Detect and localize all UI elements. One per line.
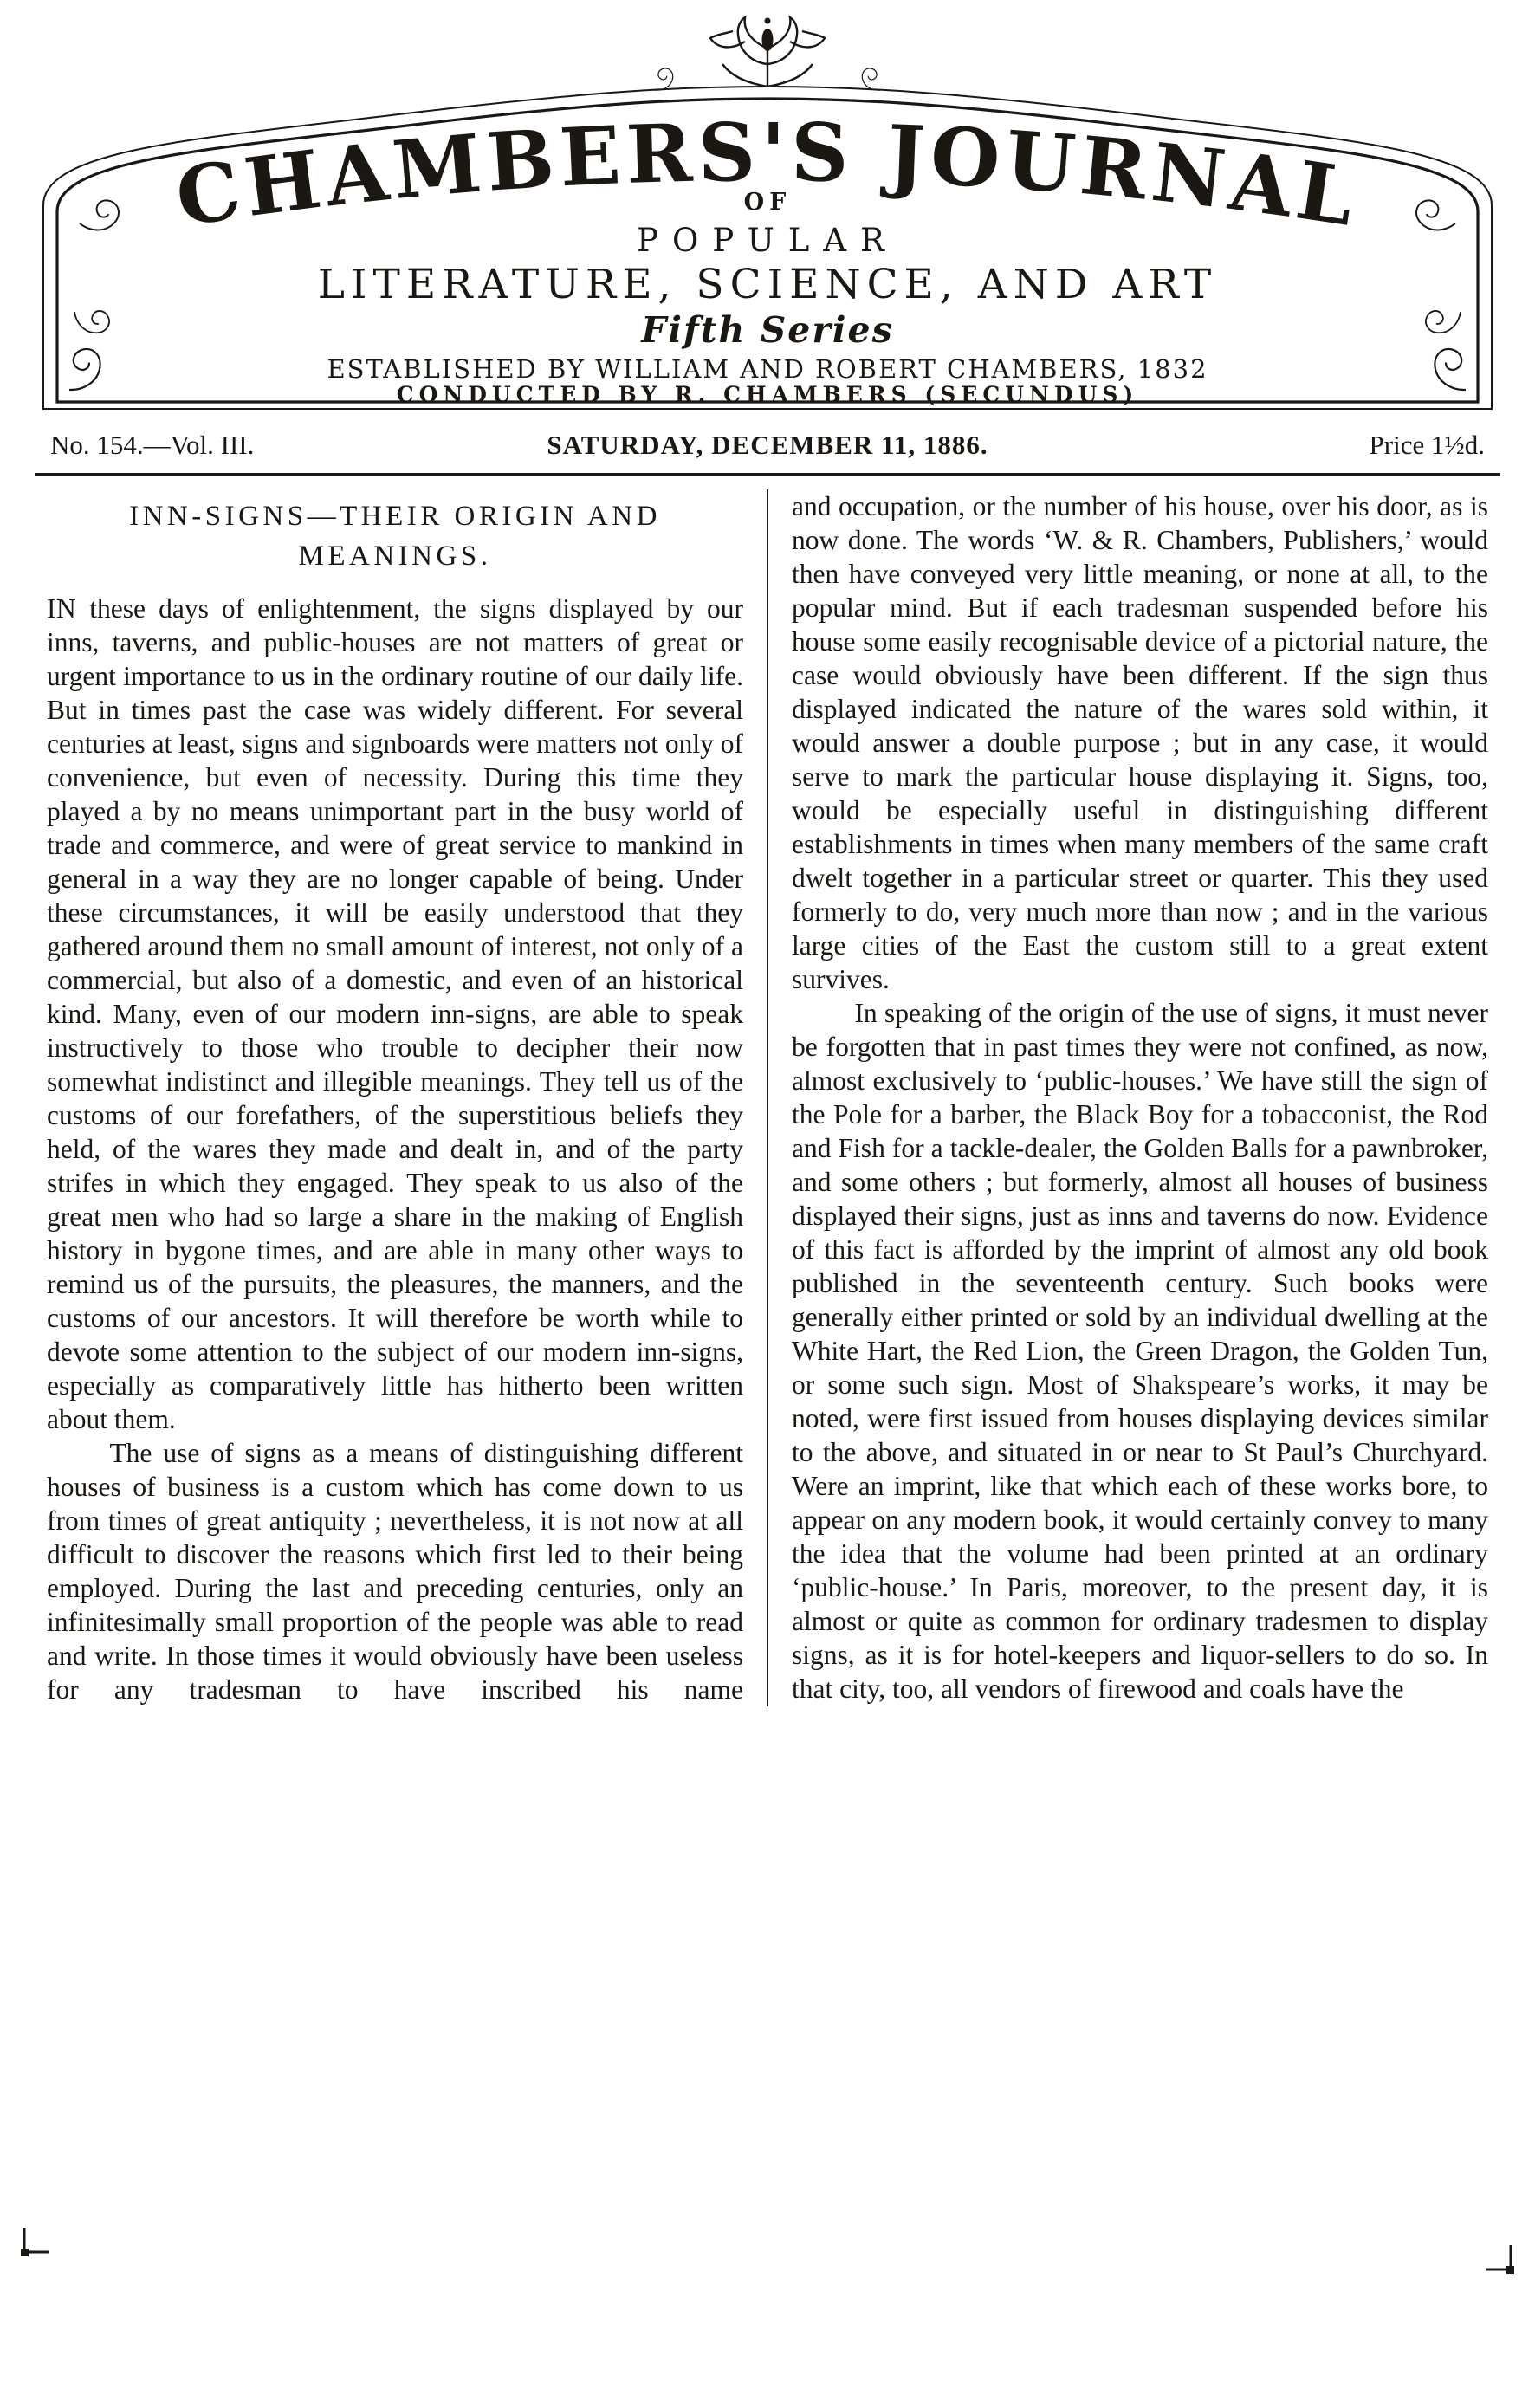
article-paragraph: and occupation, or the number of his house, over his door, as is now done. The words ‘W. & R. Chambers, Publishers,’ would then have conveyed very little meaning, or none at all, to the popular mind. But if each tradesman suspended before his house some easily recognisable device of a pictorial nature, the case would obviously have been different. If the sign thus displayed indicated the nature of the wares sold within, it would answer a double purpose ; but in any case, it would serve to mark the particular house displaying it. Signs, too, would be especially useful in distinguishing different establishments in times when many members of the same craft dwelt together in a particular street or quarter. This they used formerly to do, very much more than now ; and in the various large cities of the East the custom still to a great extent survives. — [792, 491, 1488, 994]
article-title-line: INN-SIGNS—THEIR ORIGIN AND — [129, 501, 661, 532]
masthead-popular: POPULAR — [637, 222, 898, 259]
printer-mark-right — [1485, 2245, 1514, 2275]
floral-finial-icon — [710, 17, 825, 87]
left-column — [47, 489, 767, 1706]
printer-mark-left — [21, 2228, 50, 2257]
masthead-conducted: CONDUCTED BY R. CHAMBERS (SECUNDUS) — [396, 382, 1139, 407]
masthead-of: OF — [743, 189, 792, 216]
issue-price: Price 1½d. — [1369, 430, 1485, 460]
paragraph-text: these days of enlightenment, the signs displayed by our inns, taverns, and public-houses are not matters of great or urgent importance to us in the ordinary routine of our daily life. But in times past the case was widely different. For several centuries at least, signs and signboards were matters not only of convenience, but even of necessity. During this time they played a by no means unimportant part in the busy world of trade and commerce, and were of great service to mankind in general in a way they are no longer capable of being. Under these circumstances, it will be easily understood that they gathered around them no small amount of interest, not only of a commercial, but also of a domestic, and even of an historical kind. Many, even of our modern inn-signs, are able to speak instructively to those who trouble to decipher their now somewhat indistinct and illegible meanings. They tell us of the customs of our forefathers, of the superstitious beliefs they held, of the wares they made and dealt in, and of the party strifes in which they engaged. They speak to us also of the great men who had so large a share in the making of English history in bygone times, and are able in many other ways to remind us of the pursuits, the pleasures, the manners, and the customs of our ancestors. It will therefore be worth while to devote some attention to the subject of our modern inn-signs, especially as comparatively little has hitherto been written about them. — [47, 593, 743, 1434]
crop-mark-icon — [21, 2228, 50, 2257]
article-columns — [47, 489, 1488, 1706]
crop-mark-icon — [1485, 2245, 1514, 2275]
masthead-subjects: LITERATURE, SCIENCE, AND ART — [317, 261, 1218, 308]
article-title-line: MEANINGS. — [298, 541, 492, 572]
article-paragraph: In speaking of the origin of the use of signs, it must never be forgotten that in past times they were not confined, as now, almost exclusively to ‘public-houses.’ We have still the sign of the Pole for a barber, the Black Boy for a tobacconist, the Rod and Fish for a tackle-dealer, the Golden Balls for a pawnbroker, and some others ; but formerly, almost all houses of business displayed their signs, just as inns and taverns do now. Evidence of this fact is afforded by the imprint of almost any old book published in the seventeenth century. Such books were generally either printed or sold by an individual dwelling at the White Hart, the Red Lion, the Green Dragon, the Golden Tun, or some such sign. Most of Shakspeare’s works, it may be noted, were first issued from houses displaying devices similar to the above, and situated in or near to St Paul’s Churchyard. Were an imprint, like that which each of these works bore, to appear on any modern book, it would certainly convey to many the idea that the volume had been printed at an ordinary ‘public-house.’ In Paris, moreover, to the present day, it is almost or quite as common for ordinary tradesmen to display signs, as it is for hotel-keepers and liquor-sellers to do so. In that city, too, all vendors of firewood and coals have the — [792, 998, 1488, 1704]
article-paragraph: The use of signs as a means of distinguishing different houses of business is a custom which has come down to us from times of great antiquity ; nevertheless, it is not now at all difficult to discover the reasons which first led to their being employed. During the last and preceding centuries, only an infinitesimally small proportion of the people was able to read and write. In those times it would obviously have been useless for any tradesman to have inscribed his name — [47, 1438, 743, 1705]
issue-date: SATURDAY, DECEMBER 11, 1886. — [547, 430, 988, 460]
masthead — [35, 10, 1500, 416]
issue-volume: No. 154.—Vol. III. — [50, 430, 255, 460]
article-paragraph — [47, 592, 743, 1436]
masthead-title: CHAMBERS'S JOURNAL — [170, 105, 1365, 245]
horizontal-rule — [35, 473, 1500, 476]
dateline — [0, 416, 1535, 461]
right-column — [768, 489, 1488, 1706]
lead-word: IN — [47, 593, 77, 624]
masthead-series: Fifth Series — [641, 309, 894, 351]
masthead-established: ESTABLISHED BY WILLIAM AND ROBERT CHAMBERS, 1832 — [327, 354, 1208, 384]
article-title — [47, 496, 743, 576]
